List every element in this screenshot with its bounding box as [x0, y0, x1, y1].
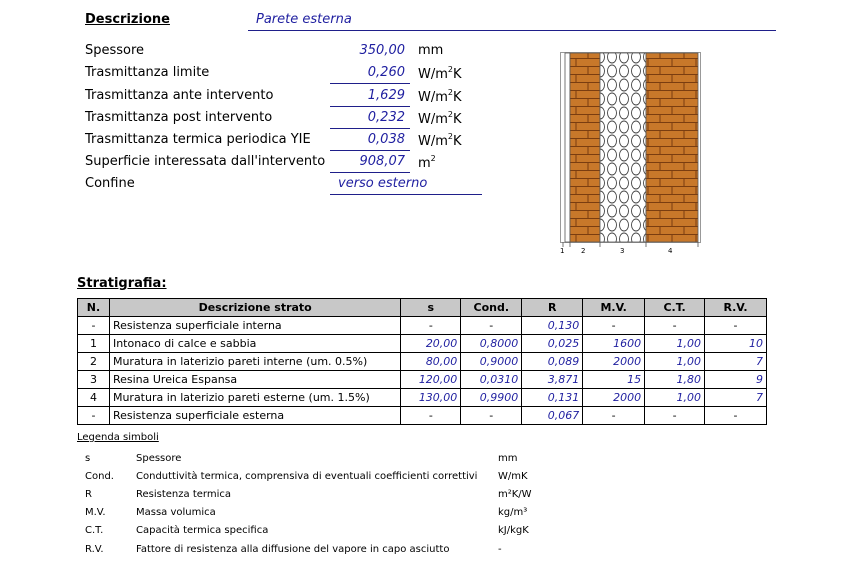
prop-value: 350,00 [359, 43, 405, 58]
table-cell: 1,00 [645, 335, 705, 353]
prop-label: Spessore [85, 43, 145, 58]
prop-label: Trasmittanza ante intervento [85, 88, 274, 103]
table-cell: - [705, 317, 767, 335]
prop-value: 908,07 [359, 154, 405, 169]
strat-header-cell: Descrizione strato [109, 299, 400, 317]
legend-unit: W/mK [498, 471, 528, 482]
prop-unit: $W/m^2K$ [418, 88, 462, 105]
table-row [78, 407, 767, 425]
table-cell: - [583, 317, 645, 335]
table-cell: 0,131 [522, 389, 583, 407]
table-cell: 7 [705, 389, 767, 407]
strat-header-cell: R.V. [705, 299, 767, 317]
strat-header-cell: N. [78, 299, 110, 317]
prop-value: 0,260 [367, 65, 405, 80]
legend-desc: Capacità termica specifica [136, 525, 269, 536]
table-cell: 0,025 [522, 335, 583, 353]
prop-unit: $W/m^2K$ [418, 110, 462, 127]
legend-desc: Spessore [136, 453, 182, 464]
table-cell: 1 [78, 335, 110, 353]
legend-sym: R.V. [85, 544, 104, 555]
strat-table [77, 298, 767, 425]
table-cell: - [461, 317, 522, 335]
layer-1-plaster [565, 53, 570, 242]
table-cell: - [705, 407, 767, 425]
table-row [78, 389, 767, 407]
prop-label: Trasmittanza limite [85, 65, 210, 80]
layer-num-3: 3 [620, 247, 625, 255]
prop-unit: mm [418, 43, 444, 58]
descr-value: Parete esterna [256, 12, 352, 27]
legend-sym: Cond. [85, 471, 114, 482]
table-cell: 1600 [583, 335, 645, 353]
table-row [78, 335, 767, 353]
table-cell: - [645, 407, 705, 425]
table-cell: - [78, 407, 110, 425]
table-cell: 130,00 [401, 389, 461, 407]
legend-unit: mm [498, 453, 518, 464]
strat-header-cell: M.V. [583, 299, 645, 317]
strat-header-cell: C.T. [645, 299, 705, 317]
table-cell: 7 [705, 353, 767, 371]
strat-title: Stratigrafia: [77, 276, 167, 291]
layer-num-1: 1 [560, 247, 565, 255]
table-cell: - [461, 407, 522, 425]
table-cell: Resistenza superficiale interna [109, 317, 400, 335]
strat-header-cell: R [522, 299, 583, 317]
table-cell: 80,00 [401, 353, 461, 371]
table-cell: 0,9000 [461, 353, 522, 371]
table-cell: - [401, 317, 461, 335]
prop-underline [330, 83, 410, 84]
table-cell: 0,9900 [461, 389, 522, 407]
descr-underline [248, 30, 776, 31]
table-cell: - [78, 317, 110, 335]
legend-sym: R [85, 489, 92, 500]
table-cell: 0,8000 [461, 335, 522, 353]
table-row [78, 353, 767, 371]
table-cell: - [401, 407, 461, 425]
legend-unit: - [498, 544, 502, 555]
layer-num-4: 4 [668, 247, 673, 255]
prop-label: Trasmittanza post intervento [85, 110, 273, 125]
prop-underline [330, 150, 410, 151]
table-cell: - [645, 317, 705, 335]
table-cell: Resistenza superficiale esterna [109, 407, 400, 425]
wall-section-diagram [558, 50, 703, 255]
prop-underline [330, 194, 482, 195]
table-cell: 2 [78, 353, 110, 371]
table-cell: 0,0310 [461, 371, 522, 389]
table-cell: 10 [705, 335, 767, 353]
prop-value: 0,038 [367, 132, 405, 147]
table-cell: - [583, 407, 645, 425]
legend-desc: Massa volumica [136, 507, 216, 518]
layer-num-2: 2 [581, 247, 586, 255]
table-cell: 1,80 [645, 371, 705, 389]
prop-label: Superficie interessata dall'intervento [85, 154, 326, 169]
prop-underline [330, 128, 410, 129]
table-cell: 9 [705, 371, 767, 389]
table-cell: 0,089 [522, 353, 583, 371]
layer-4-brick [646, 53, 698, 242]
prop-underline [330, 172, 410, 173]
table-cell: 0,067 [522, 407, 583, 425]
legend-desc: Resistenza termica [136, 489, 231, 500]
legend-sym: M.V. [85, 507, 106, 518]
prop-value: 0,232 [367, 110, 405, 125]
table-cell: Muratura in laterizio pareti esterne (um. 1.5%) [109, 389, 400, 407]
legend-sym: C.T. [85, 525, 104, 536]
prop-unit: $W/m^2K$ [418, 65, 462, 82]
layer-2-brick [570, 53, 600, 242]
legend-title: Legenda simboli [77, 432, 159, 443]
strat-header-cell: Cond. [461, 299, 522, 317]
legend-desc: Fattore di resistenza alla diffusione del vapore in capo asciutto [136, 544, 450, 555]
legend-desc: Conduttività termica, comprensiva di eventuali coefficienti correttivi [136, 471, 478, 482]
table-row [78, 317, 767, 335]
prop-value: 1,629 [367, 88, 405, 103]
prop-unit: $m^2$ [418, 154, 436, 171]
strat-header-cell: s [401, 299, 461, 317]
prop-label: Confine [85, 176, 135, 191]
prop-unit: $W/m^2K$ [418, 132, 462, 149]
legend-unit: m²K/W [498, 489, 532, 500]
table-cell: 2000 [583, 389, 645, 407]
layer-3-foam [600, 53, 646, 242]
prop-value: verso esterno [338, 176, 428, 191]
table-cell: 3 [78, 371, 110, 389]
table-cell: Intonaco di calce e sabbia [109, 335, 400, 353]
legend-unit: kJ/kgK [498, 525, 529, 536]
table-cell: Resina Ureica Espansa [109, 371, 400, 389]
table-cell: 2000 [583, 353, 645, 371]
legend-sym: s [85, 453, 91, 464]
table-cell: 3,871 [522, 371, 583, 389]
table-cell: 0,130 [522, 317, 583, 335]
table-cell: 15 [583, 371, 645, 389]
table-cell: 1,00 [645, 353, 705, 371]
prop-label: Trasmittanza termica periodica YIE [85, 132, 311, 147]
table-cell: Muratura in laterizio pareti interne (um. 0.5%) [109, 353, 400, 371]
table-cell: 20,00 [401, 335, 461, 353]
table-cell: 4 [78, 389, 110, 407]
descr-label: Descrizione [85, 12, 170, 27]
table-row [78, 371, 767, 389]
table-cell: 1,00 [645, 389, 705, 407]
prop-underline [330, 106, 410, 107]
legend-unit: kg/m³ [498, 507, 528, 518]
table-cell: 120,00 [401, 371, 461, 389]
